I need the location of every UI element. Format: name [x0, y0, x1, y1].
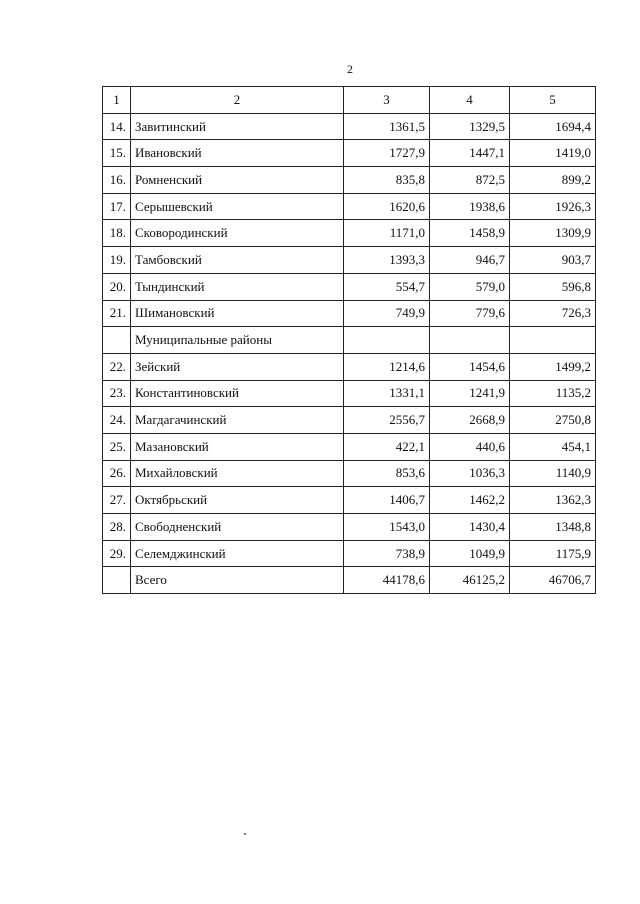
value-col-3: 1361,5 [344, 113, 430, 140]
value-col-4: 946,7 [430, 247, 510, 274]
total-col-4: 46125,2 [430, 567, 510, 594]
empty-cell [510, 327, 596, 354]
value-col-5: 2750,8 [510, 407, 596, 434]
value-col-5: 1175,9 [510, 540, 596, 567]
section-row [103, 327, 596, 354]
value-col-5: 454,1 [510, 433, 596, 460]
district-name: Тамбовский [131, 247, 344, 274]
table-row [103, 407, 596, 434]
total-col-3: 44178,6 [344, 567, 430, 594]
table-row [103, 247, 596, 274]
value-col-4: 1430,4 [430, 514, 510, 541]
row-number: 14. [103, 113, 131, 140]
value-col-4: 1454,6 [430, 353, 510, 380]
table-row [103, 540, 596, 567]
row-number: 25. [103, 433, 131, 460]
value-col-3: 554,7 [344, 273, 430, 300]
empty-cell [103, 567, 131, 594]
header-cell: 3 [344, 87, 430, 114]
header-cell: 1 [103, 87, 131, 114]
value-col-3: 853,6 [344, 460, 430, 487]
value-col-3: 1331,1 [344, 380, 430, 407]
table-row [103, 140, 596, 167]
district-name: Шимановский [131, 300, 344, 327]
table-row [103, 380, 596, 407]
data-table [102, 86, 596, 594]
value-col-3: 1171,0 [344, 220, 430, 247]
table-row [103, 460, 596, 487]
row-number: 24. [103, 407, 131, 434]
table-row [103, 167, 596, 194]
value-col-5: 1694,4 [510, 113, 596, 140]
empty-cell [344, 327, 430, 354]
table-row [103, 300, 596, 327]
value-col-5: 1499,2 [510, 353, 596, 380]
value-col-4: 1458,9 [430, 220, 510, 247]
section-label: Муниципальные районы [131, 327, 344, 354]
value-col-4: 1447,1 [430, 140, 510, 167]
district-name: Ивановский [131, 140, 344, 167]
value-col-3: 1727,9 [344, 140, 430, 167]
value-col-3: 835,8 [344, 167, 430, 194]
value-col-4: 1049,9 [430, 540, 510, 567]
table-body [103, 87, 596, 594]
district-name: Мазановский [131, 433, 344, 460]
value-col-5: 1362,3 [510, 487, 596, 514]
total-col-5: 46706,7 [510, 567, 596, 594]
district-name: Селемджинский [131, 540, 344, 567]
value-col-3: 738,9 [344, 540, 430, 567]
value-col-4: 440,6 [430, 433, 510, 460]
row-number: 20. [103, 273, 131, 300]
value-col-4: 1938,6 [430, 193, 510, 220]
value-col-4: 2668,9 [430, 407, 510, 434]
table-row [103, 433, 596, 460]
value-col-4: 579,0 [430, 273, 510, 300]
district-name: Магдагачинский [131, 407, 344, 434]
value-col-4: 1241,9 [430, 380, 510, 407]
district-name: Свободненский [131, 514, 344, 541]
row-number: 18. [103, 220, 131, 247]
value-col-4: 1462,2 [430, 487, 510, 514]
row-number: 19. [103, 247, 131, 274]
page-number: 2 [347, 62, 353, 76]
row-number: 27. [103, 487, 131, 514]
value-col-5: 1140,9 [510, 460, 596, 487]
value-col-3: 1620,6 [344, 193, 430, 220]
value-col-3: 1543,0 [344, 514, 430, 541]
value-col-5: 1419,0 [510, 140, 596, 167]
total-row [103, 567, 596, 594]
table-row [103, 193, 596, 220]
value-col-5: 903,7 [510, 247, 596, 274]
district-name: Михайловский [131, 460, 344, 487]
district-name: Константиновский [131, 380, 344, 407]
district-name: Ромненский [131, 167, 344, 194]
table-row [103, 113, 596, 140]
value-col-3: 1406,7 [344, 487, 430, 514]
row-number: 21. [103, 300, 131, 327]
row-number: 16. [103, 167, 131, 194]
district-name: Серышевский [131, 193, 344, 220]
value-col-5: 1926,3 [510, 193, 596, 220]
header-cell: 2 [131, 87, 344, 114]
value-col-5: 899,2 [510, 167, 596, 194]
total-label: Всего [131, 567, 344, 594]
row-number: 28. [103, 514, 131, 541]
table-row [103, 220, 596, 247]
table-row [103, 273, 596, 300]
value-col-5: 726,3 [510, 300, 596, 327]
district-name: Зейский [131, 353, 344, 380]
table-row [103, 353, 596, 380]
row-number: 29. [103, 540, 131, 567]
value-col-4: 1036,3 [430, 460, 510, 487]
district-name: Сковородинский [131, 220, 344, 247]
empty-cell [103, 327, 131, 354]
table-row [103, 487, 596, 514]
value-col-4: 1329,5 [430, 113, 510, 140]
value-col-4: 779,6 [430, 300, 510, 327]
district-name: Октябрьский [131, 487, 344, 514]
header-cell: 5 [510, 87, 596, 114]
row-number: 15. [103, 140, 131, 167]
table-header-row [103, 87, 596, 114]
row-number: 22. [103, 353, 131, 380]
district-name: Завитинский [131, 113, 344, 140]
value-col-5: 596,8 [510, 273, 596, 300]
value-col-3: 749,9 [344, 300, 430, 327]
row-number: 26. [103, 460, 131, 487]
value-col-3: 1393,3 [344, 247, 430, 274]
value-col-4: 872,5 [430, 167, 510, 194]
row-number: 17. [103, 193, 131, 220]
empty-cell [430, 327, 510, 354]
value-col-3: 1214,6 [344, 353, 430, 380]
header-cell: 4 [430, 87, 510, 114]
row-number: 23. [103, 380, 131, 407]
value-col-5: 1135,2 [510, 380, 596, 407]
value-col-5: 1309,9 [510, 220, 596, 247]
table-row [103, 514, 596, 541]
value-col-3: 422,1 [344, 433, 430, 460]
value-col-3: 2556,7 [344, 407, 430, 434]
district-name: Тындинский [131, 273, 344, 300]
scan-speck [244, 833, 246, 835]
value-col-5: 1348,8 [510, 514, 596, 541]
